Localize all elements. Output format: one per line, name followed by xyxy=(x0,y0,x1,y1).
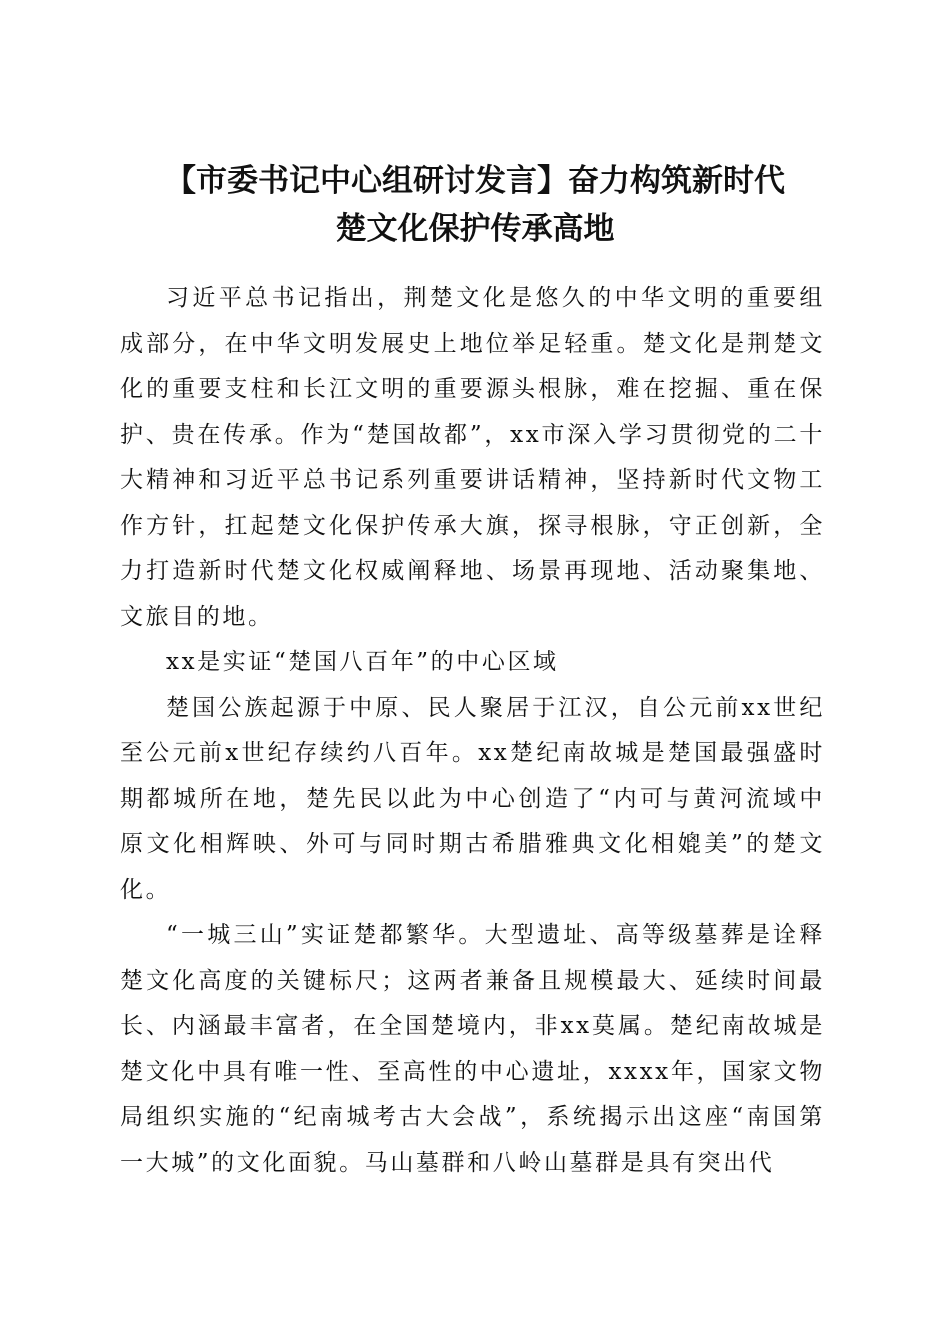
paragraph-section-heading: xx是实证“楚国八百年”的中心区域 xyxy=(166,649,559,675)
document-title xyxy=(100,157,850,253)
paragraph-one-city-three-mountains: “一城三山”实证楚都繁华。大型遗址、高等级墓葬是诠释楚文化高度的关键标尺；这两者兼备且规模最大、延续时间最长、内涵最丰富者，在全国楚境内，非xx莫属。楚纪南故城是楚文化中具有唯一性、至高性的中心遗址，xxxx年，国家文物局组织实施的“纪南城考古大会战”，系统揭示出这座“南国第一大城”的文化面貌。马山墓群和八岭山墓群是具有突出代 xyxy=(120,922,825,1176)
title-line-2: 楚文化保护传承高地 xyxy=(335,210,615,247)
paragraph-intro: 习近平总书记指出，荆楚文化是悠久的中华文明的重要组成部分，在中华文明发展史上地位举足轻重。楚文化是荆楚文化的重要支柱和长江文明的重要源头根脉，难在挖掘、重在保护、贵在传承。作为“楚国故都”，xx市深入学习贯彻党的二十大精神和习近平总书记系列重要讲话精神，坚持新时代文物工作方针，扛起楚文化保护传承大旗，探寻根脉，守正创新，全力打造新时代楚文化权威阐释地、场景再现地、活动聚集地、文旅目的地。 xyxy=(120,285,825,630)
document-body xyxy=(120,276,825,1186)
paragraph-history: 楚国公族起源于中原、民人聚居于江汉，自公元前xx世纪至公元前x世纪存续约八百年。xx楚纪南故城是楚国最强盛时期都城所在地，楚先民以此为中心创造了“内可与黄河流域中原文化相辉映、外可与同时期古希腊雅典文化相媲美”的楚文化。 xyxy=(120,694,825,903)
title-line-1: 【市委书记中心组研讨发言】奋力构筑新时代 xyxy=(165,162,785,199)
